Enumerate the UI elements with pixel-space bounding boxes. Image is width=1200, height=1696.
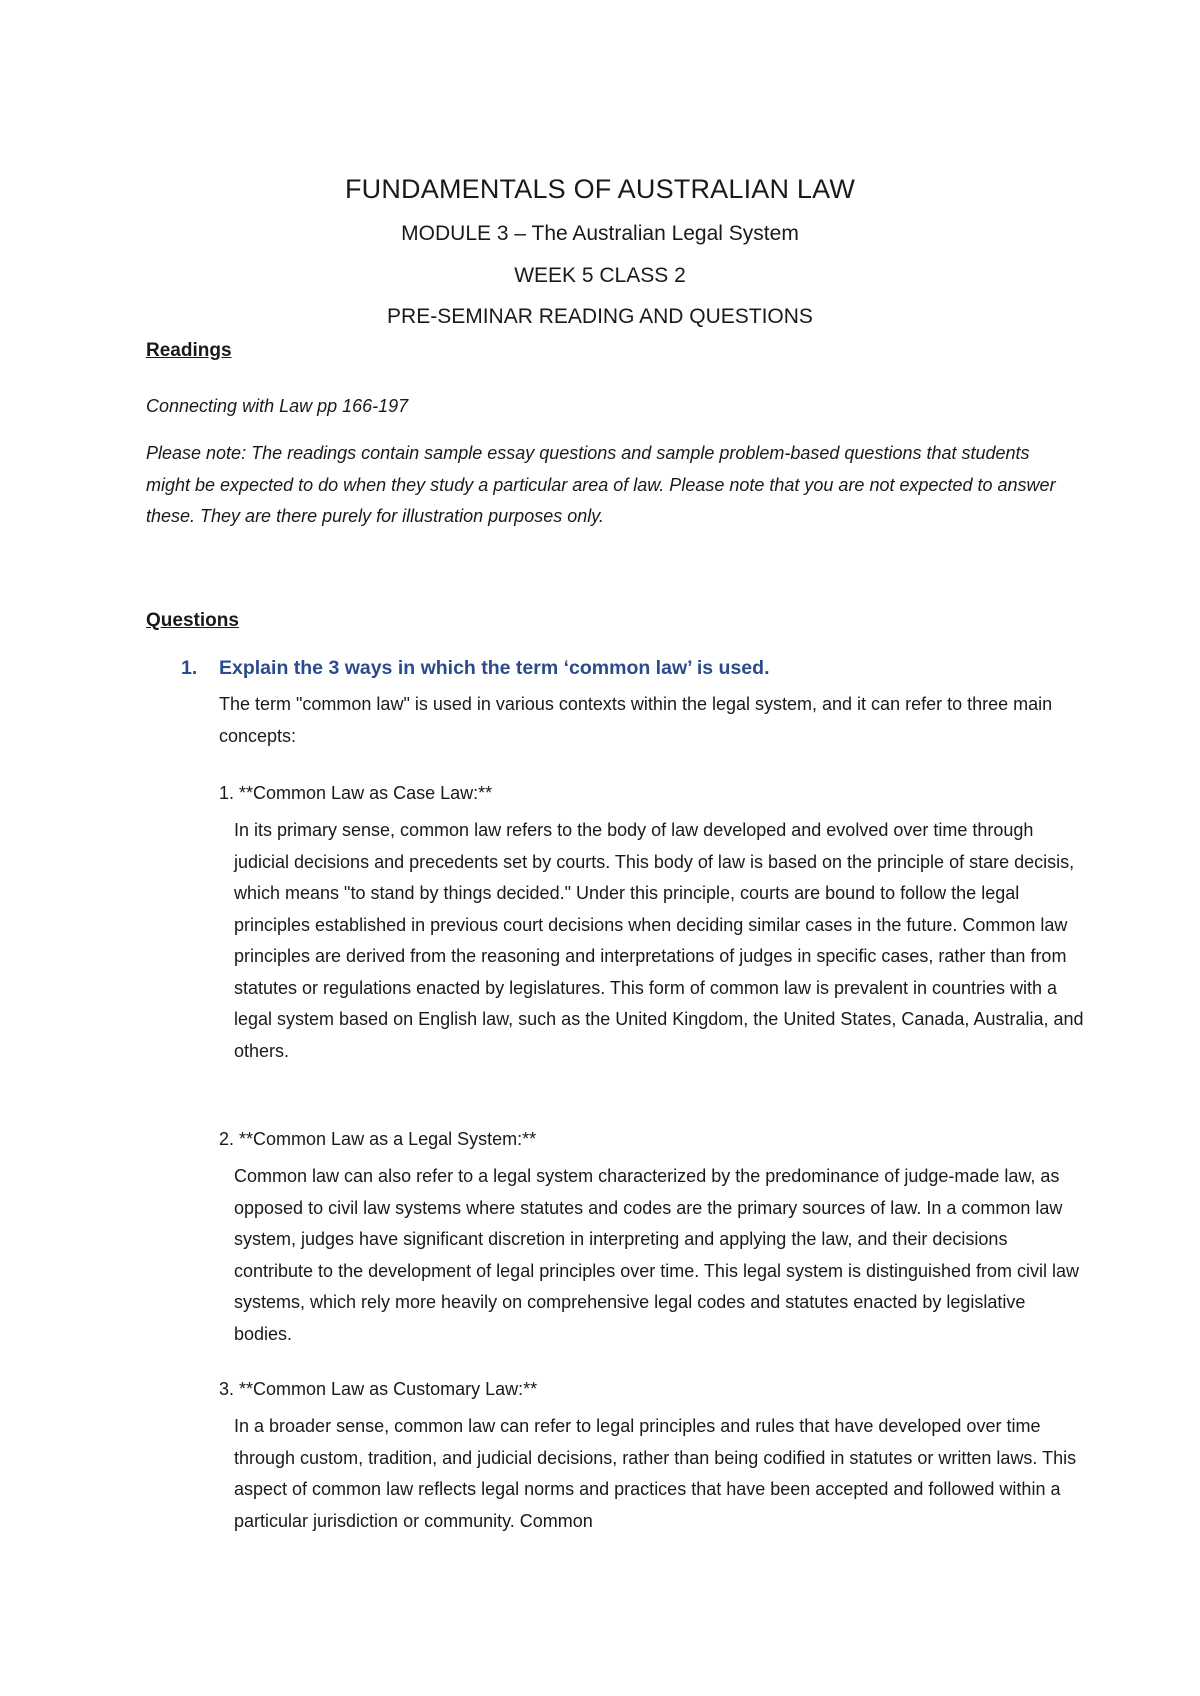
question-text: Explain the 3 ways in which the term ‘common law’ is used. [219,657,770,679]
answer-point-heading: 1. **Common Law as Case Law:** [219,783,493,803]
answer-point-heading: 2. **Common Law as a Legal System:** [219,1129,537,1149]
readings-note: Please note: The readings contain sample essay questions and sample problem-based questions that students might be expected to do when they study a particular area of law. Please note that you are not expected to answer these. They are there purely for illustration purposes only. [146,443,1056,526]
answer-point-body: In its primary sense, common law refers to the body of law developed and evolved over time through judicial decisions and precedents set by courts. This body of law is based on the principle of stare decisis, which means "to stand by things decided." Under this principle, courts are bound to follow the legal principles established in previous court decisions when deciding similar cases in the future. Common law principles are derived from the reasoning and interpretations of judges in specific cases, rather than from statutes or regulations enacted by legislatures. This form of common law is prevalent in countries with a legal system based on English law, such as the United Kingdom, the United States, Canada, Australia, and others. [234,820,1084,1061]
document-subtitle: PRE-SEMINAR READING AND QUESTIONS [387,305,813,328]
readings-heading: Readings [146,340,232,361]
questions-heading: Questions [146,610,239,631]
reading-reference: Connecting with Law pp 166-197 [146,396,409,416]
module-title: MODULE 3 – The Australian Legal System [401,222,799,245]
answer-point-heading: 3. **Common Law as Customary Law:** [219,1379,538,1399]
answer-intro: The term "common law" is used in various contexts within the legal system, and it can refer to three main concepts: [219,694,1053,746]
answer-point-body: Common law can also refer to a legal system characterized by the predominance of judge-made law, as opposed to civil law systems where statutes and codes are the primary sources of law. In a common law system, judges have significant discretion in interpreting and applying the law, and their decisions contribute to the development of legal principles over time. This legal system is distinguished from civil law systems, which rely more heavily on comprehensive legal codes and statutes enacted by legislative bodies. [234,1166,1080,1344]
answer-point-body: In a broader sense, common law can refer to legal principles and rules that have developed over time through custom, tradition, and judicial decisions, rather than being codified in statutes or written laws. This aspect of common law reflects legal norms and practices that have been accepted and followed within a particular jurisdiction or community. Common [234,1416,1077,1531]
question-number: 1. [181,657,198,679]
document-title: FUNDAMENTALS OF AUSTRALIAN LAW [344,174,856,204]
week-class-label: WEEK 5 CLASS 2 [514,264,686,287]
